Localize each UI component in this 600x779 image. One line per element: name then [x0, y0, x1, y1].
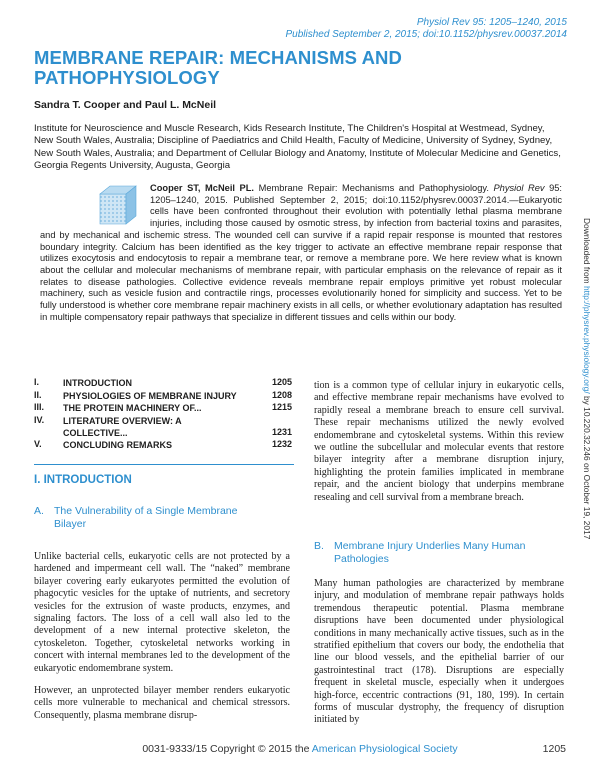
author-list: Sandra T. Cooper and Paul L. McNeil — [34, 99, 217, 111]
subsection-label: B. — [314, 540, 324, 552]
download-link[interactable]: http://physrev.physiology.org/ — [582, 285, 592, 394]
society-link[interactable]: American Physiological Society — [311, 743, 458, 755]
paragraph: Unlike bacterial cells, eukaryotic cells are not protected by a hardened and impermeant cell wall. The “naked” membrane bilayer covering early eukaryotes permitted the evolution of phagocytic vesicles for the uptake of nutrients, and secretory vesicles for the extrusion of waste products, enzymes, and signaling factors. The loss of a cell wall also led to the development of a new internal protective skeleton, the cytoskeleton. Together, cytoskeletal networks working in concert with internal membranes led to the development of the eukaryotic endomembrane system. — [34, 551, 290, 674]
download-prefix: Downloaded from — [582, 218, 592, 286]
subsection-heading-a — [34, 505, 284, 531]
toc-number: I. — [34, 377, 40, 387]
toc-page: 1215 — [271, 402, 292, 412]
abstract — [40, 183, 562, 323]
abstract-text: —Eukaryotic cells have been confronted throughout their evolution with potentially lethal plasma membrane injuries, including those caused by osmotic stress, by infection from bacterial toxins and parasites, and by mechanical and ischemic stress. The wounded cell can survive if a rapid repair response is mounted that restores boundary integrity. Calcium has been identified as the key trigger to activate an effective membrane repair response that utilizes exocytosis and endocytosis to repair a membrane tear, or remove a membrane pore. We here review what is known about the cellular and molecular mechanisms of membrane repair, with particular emphasis on the relevance of repair as it relates to disease pathologies. Collective evidence reveals membrane repair employs primitive yet robust molecular machinery, such as vesicle fusion and contractile rings, processes evolutionarily honed for simplicity and success. Yet to be fully understood is whether core membrane repair machinery exists in all cells, or whether evolutionary adaptation has resulted in multiple compensatory repair pathways that specialize in different tissues and cells within our body. — [40, 194, 562, 322]
toc-label: LITERATURE OVERVIEW: A COLLECTIVE... — [63, 415, 182, 438]
copyright-line — [0, 743, 600, 755]
toc-page: 1231 — [271, 426, 292, 437]
subsection-label: A. — [34, 505, 44, 517]
toc-label: INTRODUCTION — [63, 378, 132, 388]
body-column-right-bottom — [314, 578, 564, 737]
section-heading: I. INTRODUCTION — [34, 474, 132, 486]
toc-page: 1205 — [271, 377, 292, 387]
toc-number: II. — [34, 389, 42, 400]
subsection-title-line2: Pathologies — [334, 553, 389, 565]
toc-entry[interactable] — [34, 377, 292, 390]
download-sidebar — [582, 218, 598, 578]
table-of-contents — [34, 377, 292, 451]
page-number: 1205 — [542, 743, 566, 755]
toc-page: 1208 — [271, 389, 292, 400]
toc-number: IV. — [34, 414, 45, 425]
toc-number: V. — [34, 438, 42, 449]
toc-number: III. — [34, 402, 45, 412]
toc-label: CONCLUDING REMARKS — [63, 439, 172, 450]
copyright-text: 0031-9333/15 Copyright © 2015 the — [142, 743, 312, 755]
download-notice — [582, 218, 592, 539]
download-suffix: by 10.220.32.246 on October 19, 2017 — [582, 393, 592, 540]
affiliation-text: Institute for Neuroscience and Muscle Research, Kids Research Institute, The Children's Hospital at Westmead, Sydney, New South Wales, Australia; Discipline of Paediatrics and Child Health, Faculty of Medicine, University of Sydney, Sydney, New South Wales, Australia; and Department of Cellular Biology and Anatomy, Institute of Molecular Medicine and Genetics, Georgia Regents University, Augusta, Georgia — [34, 123, 561, 172]
body-column-right-top — [314, 380, 564, 514]
abstract-citation: 95: 1205–1240, 2015. Published September 2, 2015; doi:10.1152/physrev.00037.2014. — [150, 183, 562, 205]
paragraph: tion is a common type of cellular injury in eukaryotic cells, and effective membrane repair mechanisms have evolved to rapidly reseal a membrane breach to ensure cell survival. These repair mechanisms utilized the newly evolved endomembrane and cytoskeletal systems. Within this review we outline the subcellular and molecular events that restore bilayer integrity after a membrane disruption injury, highlighting the protein families implicated in membrane repair, and the ancient biology that underpins membrane resealing and cell survival from a membrane breach. — [314, 380, 564, 503]
journal-citation: Physiol Rev 95: 1205–1240, 2015 — [416, 17, 567, 28]
toc-entry[interactable] — [34, 390, 292, 403]
section-divider — [34, 464, 294, 465]
page-footer — [0, 743, 600, 757]
article-title: MEMBRANE REPAIR: MECHANISMS AND PATHOPHYSIOLOGY — [34, 47, 402, 88]
body-column-left — [34, 551, 290, 732]
subsection-title-line1: Membrane Injury Underlies Many Human — [334, 540, 526, 552]
abstract-journal: Physiol Rev — [493, 183, 545, 193]
paragraph: Many human pathologies are characterized by membrane injury, and modulation of membrane repair pathways holds tremendous therapeutic potential. Plasma membrane disruptions have been documented under physiological conditions in many mechanically active tissues, such as in the stratified epithelium that covers our body, the endothelia that line our blood vessels, and the epithelial barrier of our gastrointestinal tract (178). Disruptions are especially frequent in skeletal muscle, especially when it undergoes high-force, eccentric contractions (91, 180, 199). In certain forms of muscular dystrophy, the frequency of disruption initiated by — [314, 578, 564, 726]
toc-label: THE PROTEIN MACHINERY OF... — [63, 403, 202, 413]
toc-entry[interactable] — [34, 439, 292, 452]
paragraph: However, an unprotected bilayer member renders eukaryotic cells more vulnerable to mechanical and chemical stressors. Consequently, plasma membrane disrup- — [34, 685, 290, 721]
toc-page: 1232 — [271, 438, 292, 449]
subsection-title-line2: Bilayer — [54, 518, 87, 530]
doi-line: Published September 2, 2015; doi:10.1152/physrev.00037.2014 — [285, 29, 567, 40]
toc-label: PHYSIOLOGIES OF MEMBRANE INJURY — [63, 390, 237, 401]
abstract-authors: Cooper ST, McNeil PL. — [150, 183, 255, 193]
abstract-article-title: Membrane Repair: Mechanisms and Pathophysiology. — [254, 183, 494, 193]
subsection-title-line1: The Vulnerability of a Single Membrane — [54, 505, 238, 517]
toc-entry[interactable] — [34, 402, 292, 415]
toc-entry[interactable] — [34, 415, 292, 439]
subsection-heading-b — [314, 540, 564, 566]
